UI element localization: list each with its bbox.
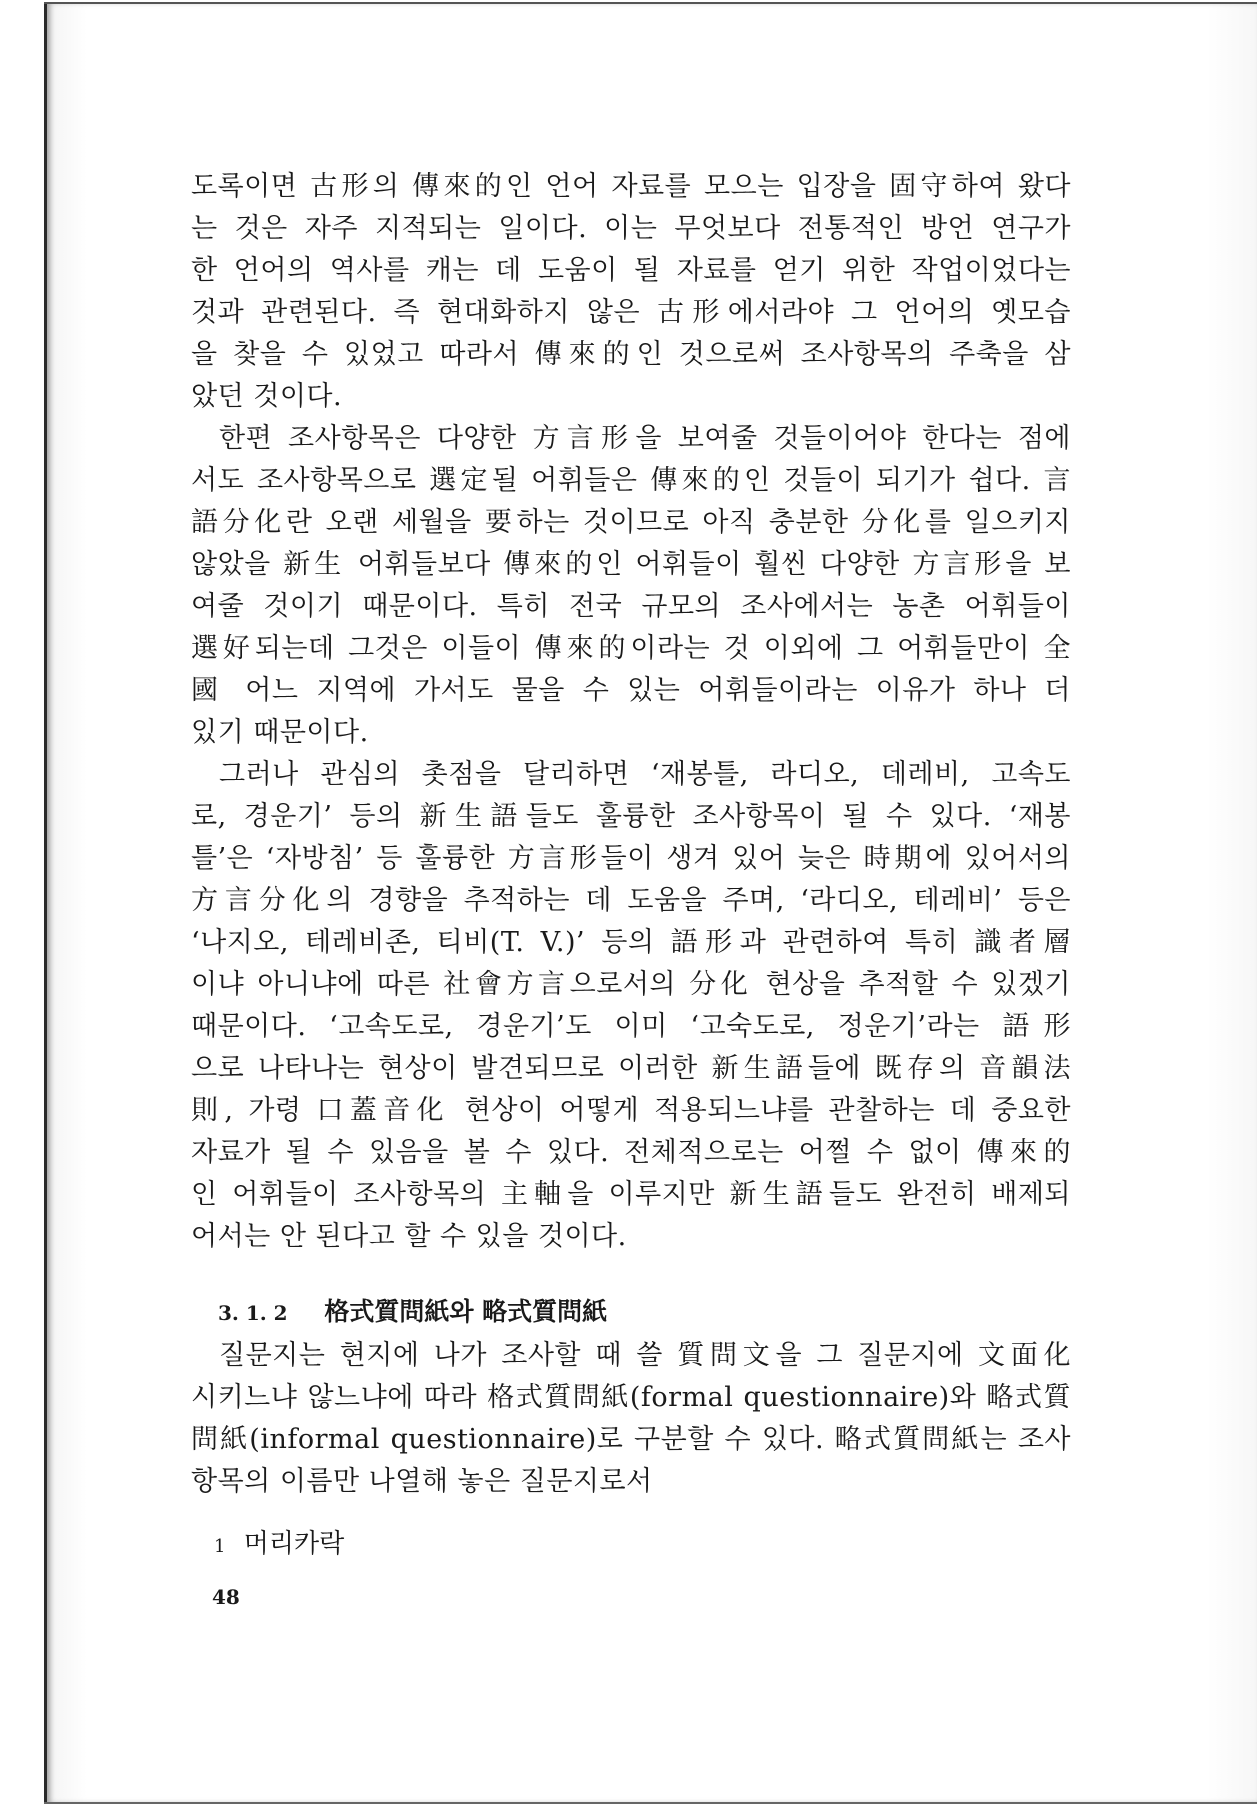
text-line: 이냐 아니냐에 따른 社會方言으로서의 分化 현상을 추적할 수 있겠기 bbox=[191, 969, 1071, 1000]
text-line: 자료가 될 수 있음을 볼 수 있다. 전체적으로는 어쩔 수 없이 傳來的 bbox=[191, 1137, 1071, 1168]
footnote-number: 1 bbox=[214, 1536, 226, 1557]
text-line: 어서는 안 된다고 할 수 있을 것이다. bbox=[191, 1221, 627, 1252]
text-line: 틀’은 ‘자방침’ 등 훌륭한 方言形들이 생겨 있어 늦은 時期에 있어서의 bbox=[191, 843, 1071, 874]
text-line: 항목의 이름만 나열해 놓은 질문지로서 bbox=[191, 1466, 653, 1497]
text-line: 한편 조사항목은 다양한 方言形을 보여줄 것들이어야 한다는 점에 bbox=[219, 423, 1071, 454]
text-line: 았던 것이다. bbox=[191, 381, 343, 412]
text-line: 로, 경운기’ 등의 新生語들도 훌륭한 조사항목이 될 수 있다. ‘재봉 bbox=[191, 801, 1071, 832]
text-line: 語分化란 오랜 세월을 要하는 것이므로 아직 충분한 分化를 일으키지 bbox=[191, 507, 1071, 538]
footnote bbox=[214, 1524, 344, 1564]
section-paragraph bbox=[191, 1335, 1071, 1503]
text-line: 問紙(informal questionnaire)로 구분할 수 있다. 略式質問紙는 조사 bbox=[191, 1424, 1071, 1455]
text-line: 질문지는 현지에 나가 조사할 때 쓸 質問文을 그 질문지에 文面化 bbox=[219, 1340, 1071, 1371]
text-line: 選好되는데 그것은 이들이 傳來的이라는 것 이외에 그 어휘들만이 全 bbox=[191, 633, 1071, 664]
section-number: 3. 1. 2 bbox=[218, 1301, 288, 1325]
text-line: 則, 가령 口蓋音化 현상이 어떻게 적용되느냐를 관찰하는 데 중요한 bbox=[191, 1095, 1071, 1126]
text-line: 는 것은 자주 지적되는 일이다. 이는 무엇보다 전통적인 방언 연구가 bbox=[191, 213, 1071, 244]
text-line: 않았을 新生 어휘들보다 傳來的인 어휘들이 훨씬 다양한 方言形을 보 bbox=[191, 549, 1071, 580]
text-line: 시키느냐 않느냐에 따라 格式質問紙(formal questionnaire)와 略式質 bbox=[191, 1382, 1071, 1413]
paragraph-3 bbox=[191, 754, 1071, 1258]
paragraph-2 bbox=[191, 418, 1071, 754]
text-line: 한 언어의 역사를 캐는 데 도움이 될 자료를 얻기 위한 작업이었다는 bbox=[191, 255, 1071, 286]
text-line: 으로 나타나는 현상이 발견되므로 이러한 新生語들에 既存의 音韻法 bbox=[191, 1053, 1071, 1084]
page-number: 48 bbox=[212, 1585, 240, 1609]
text-line: 서도 조사항목으로 選定될 어휘들은 傳來的인 것들이 되기가 쉽다. 言 bbox=[191, 465, 1071, 496]
footnote-text: 머리카락 bbox=[243, 1529, 345, 1559]
text-line: 있기 때문이다. bbox=[191, 717, 369, 748]
section-heading bbox=[218, 1292, 607, 1332]
text-line: 國 어느 지역에 가서도 물을 수 있는 어휘들이라는 이유가 하나 더 bbox=[191, 675, 1071, 706]
text-line: 을 찾을 수 있었고 따라서 傳來的인 것으로써 조사항목의 주축을 삼 bbox=[191, 339, 1071, 370]
text-line: 그러나 관심의 촛점을 달리하면 ‘재봉틀, 라디오, 데레비, 고속도 bbox=[219, 759, 1071, 790]
text-line: ‘나지오, 테레비존, 티비(T. V.)’ 등의 語形과 관련하여 특히 識者層 bbox=[191, 927, 1071, 958]
text-line: 때문이다. ‘고속도로, 경운기’도 이미 ‘고숙도로, 정운기’라는 語形 bbox=[191, 1011, 1071, 1042]
text-line: 인 어휘들이 조사항목의 主軸을 이루지만 新生語들도 완전히 배제되 bbox=[191, 1179, 1071, 1210]
text-line: 方言分化의 경향을 추적하는 데 도움을 주며, ‘라디오, 테레비’ 등은 bbox=[191, 885, 1071, 916]
text-line: 것과 관련된다. 즉 현대화하지 않은 古形에서라야 그 언어의 옛모습 bbox=[191, 297, 1071, 328]
body-text bbox=[191, 166, 1071, 1258]
text-line: 도록이면 古形의 傳來的인 언어 자료를 모으는 입장을 固守하여 왔다 bbox=[191, 171, 1071, 202]
text-line: 여줄 것이기 때문이다. 특히 전국 규모의 조사에서는 농촌 어휘들이 bbox=[191, 591, 1071, 622]
paragraph-1 bbox=[191, 166, 1071, 418]
section-title: 格式質問紙와 略式質問紙 bbox=[324, 1297, 608, 1326]
